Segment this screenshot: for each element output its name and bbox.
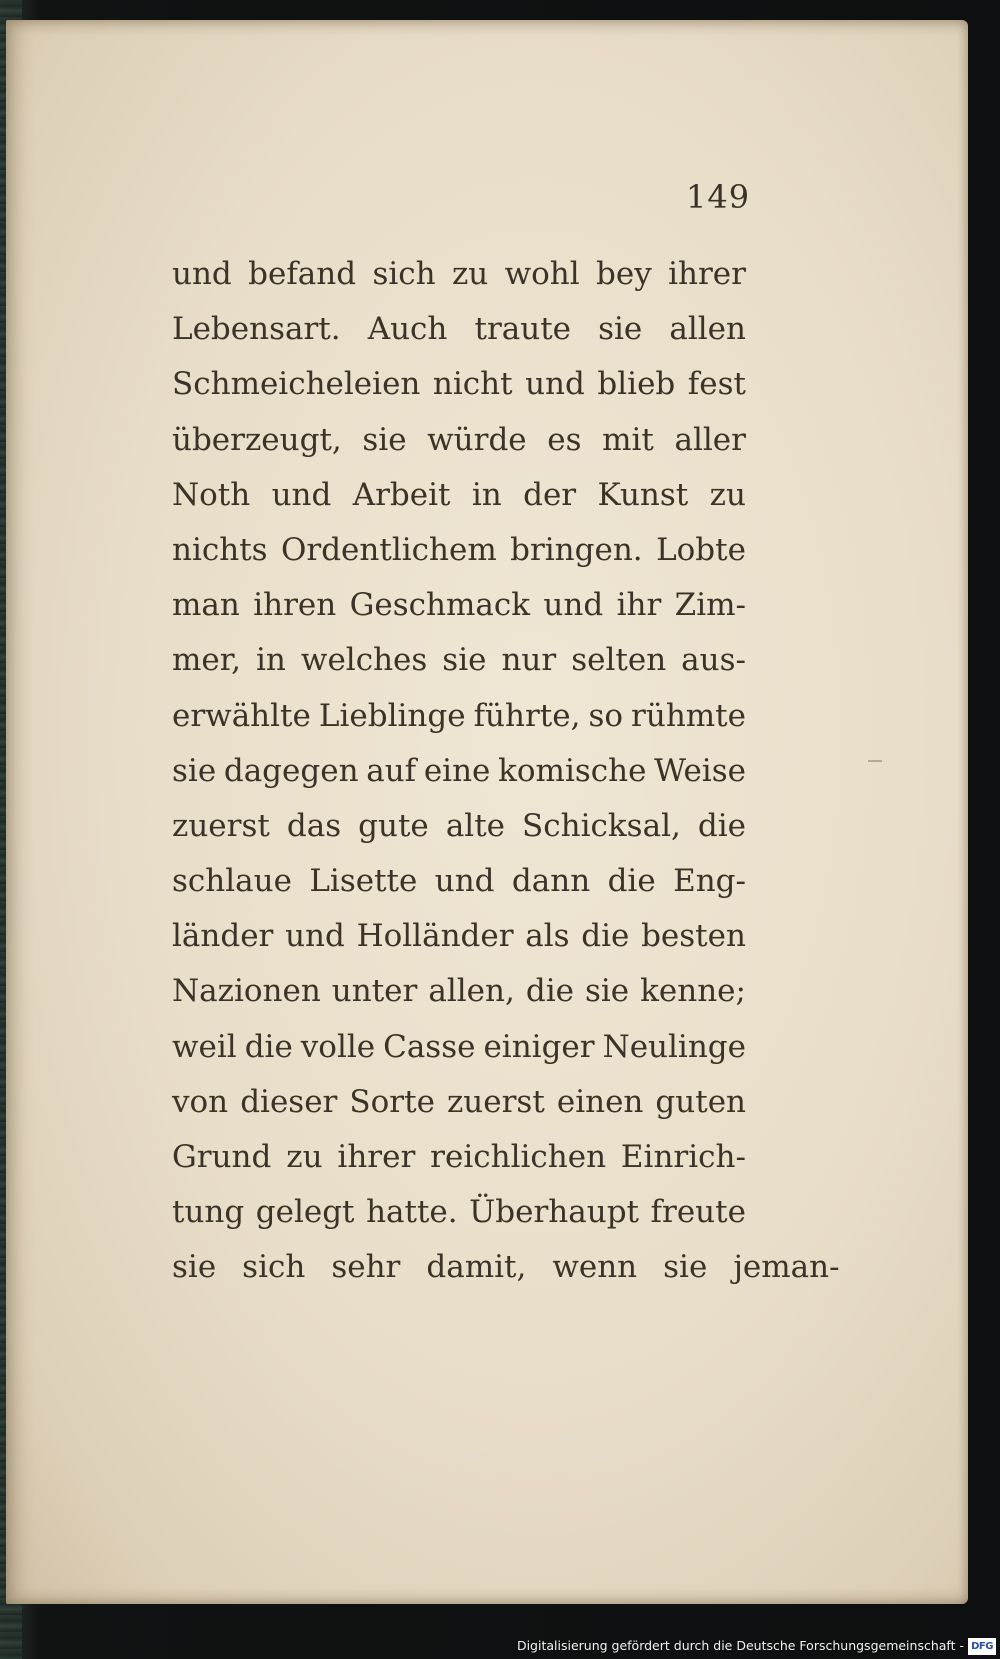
word: das	[286, 807, 342, 844]
word: man	[172, 587, 240, 624]
word: Überhaupt	[469, 1194, 640, 1231]
word: von	[172, 1083, 229, 1120]
text-line	[172, 799, 746, 854]
text-line	[172, 1185, 746, 1240]
word: alte	[445, 807, 506, 844]
word: welches	[300, 642, 428, 679]
text-line	[172, 1240, 840, 1295]
word: blieb	[597, 366, 676, 403]
word: aus-	[681, 642, 746, 679]
word: erwählte	[172, 697, 311, 734]
word: mit	[602, 421, 654, 458]
word: der	[523, 476, 577, 513]
word: sie	[362, 421, 407, 458]
word: Lisette	[309, 863, 418, 900]
text-line	[172, 302, 746, 357]
word: allen	[669, 311, 746, 348]
page-text-block	[172, 247, 840, 1296]
word: sie	[172, 1249, 217, 1286]
text-line	[172, 357, 746, 412]
text-line	[172, 854, 746, 909]
word: Arbeit	[352, 476, 451, 513]
word: Lobte	[656, 531, 746, 568]
word: so	[588, 697, 624, 734]
word: einen	[556, 1083, 644, 1120]
word: ihrer	[337, 1139, 416, 1175]
text-line	[172, 523, 746, 578]
word: nicht	[432, 366, 513, 403]
page-number: 149	[686, 178, 751, 216]
word: fest	[687, 366, 746, 403]
word: zuerst	[172, 807, 270, 844]
word: tung	[172, 1194, 245, 1231]
word: reichlichen	[430, 1139, 607, 1175]
word: als	[525, 918, 570, 955]
text-line	[172, 413, 746, 468]
word: die	[697, 807, 746, 844]
word: Zim-	[674, 587, 746, 624]
word: die	[525, 973, 574, 1010]
word: eine	[423, 752, 491, 789]
word: bey	[596, 256, 652, 292]
word: jeman-	[733, 1249, 840, 1286]
word: Sorte	[349, 1083, 435, 1120]
word: einiger	[483, 1028, 595, 1065]
text-line	[172, 1075, 746, 1130]
word: zu	[709, 476, 746, 513]
text-line	[172, 247, 746, 302]
word: guten	[655, 1083, 746, 1120]
word: Neulinge	[602, 1028, 746, 1065]
word: Auch	[367, 311, 448, 348]
word: schlaue	[172, 863, 292, 900]
word: und	[271, 476, 332, 513]
word: Schicksal,	[522, 807, 681, 844]
word: freute	[650, 1194, 746, 1231]
word: und	[434, 863, 495, 900]
word: ihr	[616, 587, 662, 624]
word: länder	[172, 918, 274, 955]
word: Einrich-	[620, 1139, 746, 1175]
word: und	[543, 587, 604, 624]
word: hatte.	[366, 1194, 458, 1231]
word: wohl	[504, 256, 580, 292]
word: selten	[571, 642, 667, 679]
word: Lebensart.	[172, 311, 341, 348]
word: Lieblinge	[318, 697, 466, 734]
word: sie	[598, 311, 643, 348]
text-line	[172, 744, 746, 799]
word: ihrer	[668, 256, 746, 292]
word: mer,	[172, 642, 242, 679]
word: komische	[498, 752, 647, 789]
text-line	[172, 1130, 746, 1185]
word: Schmeicheleien	[172, 366, 421, 403]
word: traute	[474, 311, 572, 348]
word: auf	[366, 752, 417, 789]
text-line	[172, 1020, 746, 1075]
word: kenne;	[640, 973, 746, 1010]
text-line	[172, 964, 746, 1019]
digitization-credit: Digitalisierung gefördert durch die Deutsche Forschungsgemeinschaft -	[516, 1638, 964, 1653]
word: aller	[674, 421, 746, 458]
word: die	[244, 1028, 293, 1065]
word: zuerst	[446, 1083, 545, 1120]
word: dann	[511, 863, 591, 900]
word: würde	[427, 421, 527, 458]
word: volle	[300, 1028, 376, 1065]
word: Weise	[654, 752, 746, 789]
word: zu	[451, 256, 489, 292]
word: gelegt	[255, 1194, 355, 1231]
text-line	[172, 633, 746, 688]
word: Casse	[383, 1028, 476, 1065]
word: allen,	[428, 973, 515, 1010]
word: führte,	[473, 697, 581, 734]
word: nichts	[172, 531, 268, 568]
word: Geschmack	[349, 587, 531, 624]
word: sehr	[331, 1249, 401, 1286]
word: die	[581, 918, 630, 955]
word: Eng-	[673, 863, 746, 900]
word: die	[607, 863, 656, 900]
word: Ordentlichem	[280, 531, 497, 568]
word: unter	[331, 973, 418, 1010]
word: sie	[442, 642, 487, 679]
word: rühmte	[631, 697, 746, 734]
word: und	[285, 918, 345, 955]
word: Holländer	[356, 918, 514, 955]
text-line	[172, 689, 746, 744]
word: nur	[501, 642, 557, 679]
word: es	[547, 421, 582, 458]
word: ihren	[253, 587, 337, 624]
word: Grund	[172, 1139, 272, 1175]
text-line	[172, 468, 746, 523]
word: sich	[372, 256, 436, 292]
word: dagegen	[223, 752, 359, 789]
word: sie	[663, 1249, 708, 1286]
word: sich	[242, 1249, 306, 1286]
word: sie	[172, 752, 217, 789]
word: zu	[286, 1139, 323, 1175]
word: befand	[248, 256, 357, 292]
word: bringen.	[510, 531, 643, 568]
dfg-logo: DFG	[968, 1638, 996, 1655]
word: Nazionen	[172, 973, 321, 1010]
word: dieser	[240, 1083, 338, 1120]
word: damit,	[426, 1249, 527, 1286]
word: und	[525, 366, 585, 403]
word: in	[256, 642, 286, 679]
word: weil	[172, 1028, 237, 1065]
word: sie	[584, 973, 630, 1010]
word: besten	[641, 918, 746, 955]
text-line	[172, 578, 746, 633]
word: Noth	[172, 476, 251, 513]
word: in	[471, 476, 502, 513]
text-line	[172, 909, 746, 964]
word: wenn	[552, 1249, 638, 1286]
margin-pencil-mark	[868, 760, 882, 762]
word: Kunst	[597, 476, 689, 513]
word: gute	[358, 807, 429, 844]
word: und	[172, 256, 232, 292]
word: überzeugt,	[172, 421, 342, 458]
